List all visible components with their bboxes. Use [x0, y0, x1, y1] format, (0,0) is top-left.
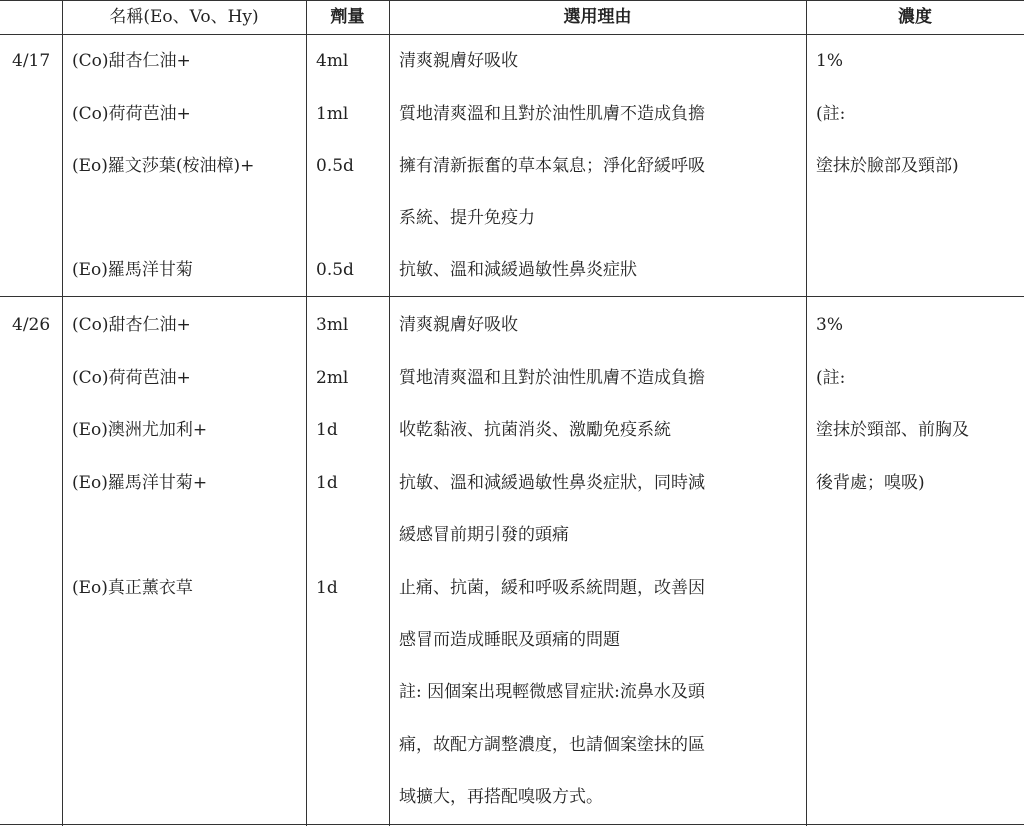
section2-note-line2: 痛，故配方調整濃度，也請個案塗抹的區	[399, 735, 705, 755]
section1-date: 4/17	[12, 51, 51, 71]
section2-row3-reason: 收乾黏液、抗菌消炎、激勵免疫系統	[399, 420, 671, 440]
section1-row3-name: (Eo)羅文莎葉(桉油樟)+	[72, 156, 255, 176]
section1-row4-reason: 抗敏、溫和減緩過敏性鼻炎症狀	[399, 260, 637, 280]
section1-row1-amount: 4ml	[316, 51, 349, 71]
section1-row1-reason: 清爽親膚好吸收	[399, 51, 518, 71]
section1-row1-name: (Co)甜杏仁油+	[72, 51, 191, 71]
section2-row2-amount: 2ml	[316, 368, 349, 388]
header-concentration: 濃度	[898, 7, 932, 27]
section2-concentration-note-line2: 後背處；嗅吸)	[816, 473, 925, 493]
section2-note-line3: 域擴大，再搭配嗅吸方式。	[399, 787, 603, 807]
section1-row3-amount: 0.5d	[316, 156, 354, 176]
header-amount: 劑量	[330, 7, 365, 27]
section2-row5-name: (Eo)真正薰衣草	[72, 578, 193, 598]
column-divider-date	[62, 0, 63, 826]
section2-row5-reason-line1: 止痛、抗菌，緩和呼吸系統問題，改善因	[399, 578, 705, 598]
section2-row4-reason-line1: 抗敏、溫和減緩過敏性鼻炎症狀，同時減	[399, 473, 705, 493]
section2-row1-reason: 清爽親膚好吸收	[399, 315, 518, 335]
section2-row3-amount: 1d	[316, 420, 338, 440]
column-divider-name	[306, 0, 307, 826]
section1-row3-reason-line1: 擁有清新振奮的草本氣息；淨化舒緩呼吸	[399, 156, 705, 176]
section-divider	[0, 296, 1024, 297]
section2-row5-amount: 1d	[316, 578, 338, 598]
section2-date: 4/26	[12, 315, 51, 335]
section2-row4-reason-line2: 緩感冒前期引發的頭痛	[399, 525, 569, 545]
table-top-border	[0, 0, 1024, 1]
section1-row4-name: (Eo)羅馬洋甘菊	[72, 260, 193, 280]
section1-concentration-note-open: (註:	[816, 104, 846, 124]
section1-row2-reason: 質地清爽溫和且對於油性肌膚不造成負擔	[399, 104, 705, 124]
section2-note-line1: 註: 因個案出現輕微感冒症狀:流鼻水及頭	[399, 682, 705, 702]
column-divider-amount	[389, 0, 390, 826]
header-reason: 選用理由	[563, 7, 632, 27]
section1-concentration-value: 1%	[816, 51, 843, 71]
header-name: 名稱(Eo、Vo、Hy)	[109, 7, 259, 27]
section2-row4-name: (Eo)羅馬洋甘菊+	[72, 473, 208, 493]
section2-row4-amount: 1d	[316, 473, 338, 493]
section2-row1-amount: 3ml	[316, 315, 349, 335]
section1-row2-name: (Co)荷荷芭油+	[72, 104, 191, 124]
section2-row2-reason: 質地清爽溫和且對於油性肌膚不造成負擔	[399, 368, 705, 388]
section1-row4-amount: 0.5d	[316, 260, 354, 280]
section1-row3-reason-line2: 系統、提升免疫力	[399, 208, 535, 228]
table-bottom-border	[0, 824, 1024, 825]
section2-row1-name: (Co)甜杏仁油+	[72, 315, 191, 335]
section2-concentration-value: 3%	[816, 315, 843, 335]
column-divider-reason	[806, 0, 807, 826]
section1-concentration-note-text: 塗抹於臉部及頸部)	[816, 156, 959, 176]
section2-row3-name: (Eo)澳洲尤加利+	[72, 420, 208, 440]
header-divider	[0, 34, 1024, 35]
section2-row5-reason-line2: 感冒而造成睡眠及頭痛的問題	[399, 630, 620, 650]
section2-concentration-note-line1: 塗抹於頸部、前胸及	[816, 420, 969, 440]
section2-concentration-note-open: (註:	[816, 368, 846, 388]
section2-row2-name: (Co)荷荷芭油+	[72, 368, 191, 388]
section1-row2-amount: 1ml	[316, 104, 349, 124]
